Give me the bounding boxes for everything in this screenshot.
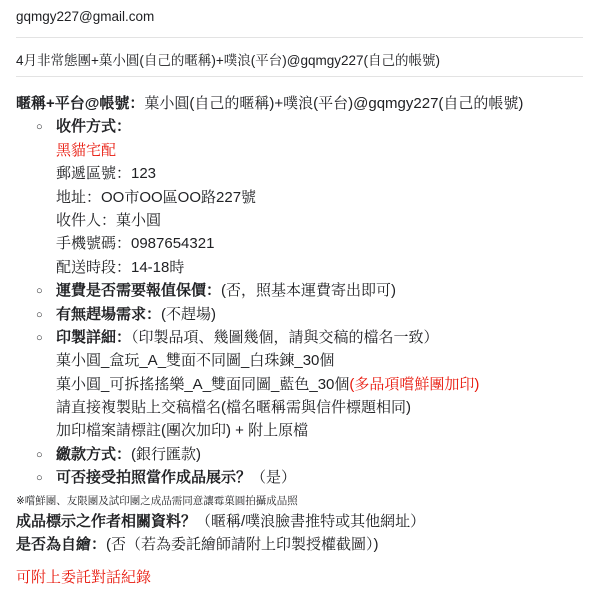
- self-drawn-label: 是否為自繪：: [16, 536, 107, 554]
- author-value: （暱稱/噗浪臉書推特或其他網址）: [196, 512, 426, 530]
- shipping-item: [16, 115, 586, 138]
- print-label: 印製詳細：: [56, 328, 132, 346]
- spacer: [16, 556, 586, 566]
- print-item-1: 菓小圓_盒玩_A_雙面不同圖_白珠鍊_30個: [56, 352, 335, 370]
- shipping-address: 地址：OO市OO區OO路227號: [56, 188, 257, 206]
- photo-value: （是）: [251, 469, 297, 487]
- insurance-item: [16, 279, 586, 302]
- rush-label: 有無趕場需求：: [56, 305, 162, 323]
- author-label: 成品標示之作者相關資料？: [16, 512, 197, 530]
- bullet-icon: ○: [36, 331, 43, 344]
- divider: [16, 76, 583, 77]
- header-label: 暱稱+平台@帳號：: [16, 95, 145, 112]
- footnote: ※嚐鮮團、友限團及試印團之成品需同意讓霉菓圓拍攝成品照: [16, 494, 298, 507]
- payment-label: 繳款方式：: [56, 445, 132, 463]
- print-item-2: [16, 373, 586, 396]
- header-value: 菓小圓(自己的暱稱)+噗浪(平台)@gqmgy227(自己的帳號): [144, 95, 524, 112]
- attach-note: 可附上委託對話紀錄: [16, 569, 152, 587]
- divider: [16, 37, 583, 38]
- bullet-icon: ○: [36, 472, 43, 485]
- self-drawn-value: (否（若為委託繪師請附上印製授權截圖）): [106, 536, 379, 554]
- sender-email[interactable]: gqmgy227@gmail.com: [16, 9, 155, 24]
- author-line: [16, 510, 586, 533]
- payment-item: [16, 443, 586, 466]
- print-instruction: 加印檔案請標註(團次加印) + 附上原檔: [56, 422, 309, 440]
- print-value: （印製品項、幾圖幾個，請與交稿的檔名一致）: [131, 328, 439, 346]
- photo-item: [16, 466, 586, 489]
- print-item-2-text: 菓小圓_可拆搖搖樂_A_雙面同圖_藍色_30個: [56, 375, 350, 393]
- print-item: [16, 326, 586, 349]
- print-instruction: 請直接複製貼上交稿檔名(檔名暱稱需與信件標題相同): [56, 399, 411, 417]
- shipping-method: 黑貓宅配: [56, 141, 117, 159]
- shipping-label: 收件方式：: [56, 118, 132, 136]
- photo-label: 可否接受拍照當作成品展示？: [56, 469, 252, 487]
- shipping-time: 配送時段：14-18時: [56, 258, 185, 276]
- email-body: [16, 92, 586, 590]
- self-drawn-line: [16, 533, 586, 556]
- shipping-phone: 手機號碼：0987654321: [56, 235, 215, 253]
- shipping-recipient: 收件人：菓小圓: [56, 211, 162, 229]
- bullet-icon: ○: [36, 121, 43, 134]
- print-item-2-note: (多品項嚐鮮團加印): [349, 375, 480, 393]
- header-line: [16, 92, 586, 115]
- rush-value: (不趕場): [161, 305, 217, 323]
- bullet-icon: ○: [36, 448, 43, 461]
- payment-value: (銀行匯款): [131, 445, 202, 463]
- bullet-icon: ○: [36, 308, 43, 321]
- insurance-value: (否，照基本運費寄出即可): [221, 282, 397, 300]
- insurance-label: 運費是否需要報值保價：: [56, 282, 222, 300]
- shipping-postal: 郵遞區號：123: [56, 165, 157, 183]
- bullet-icon: ○: [36, 285, 43, 298]
- rush-item: [16, 303, 586, 326]
- email-subject: 4月非常態團+菓小圓(自己的暱稱)+噗浪(平台)@gqmgy227(自己的帳號): [16, 53, 440, 68]
